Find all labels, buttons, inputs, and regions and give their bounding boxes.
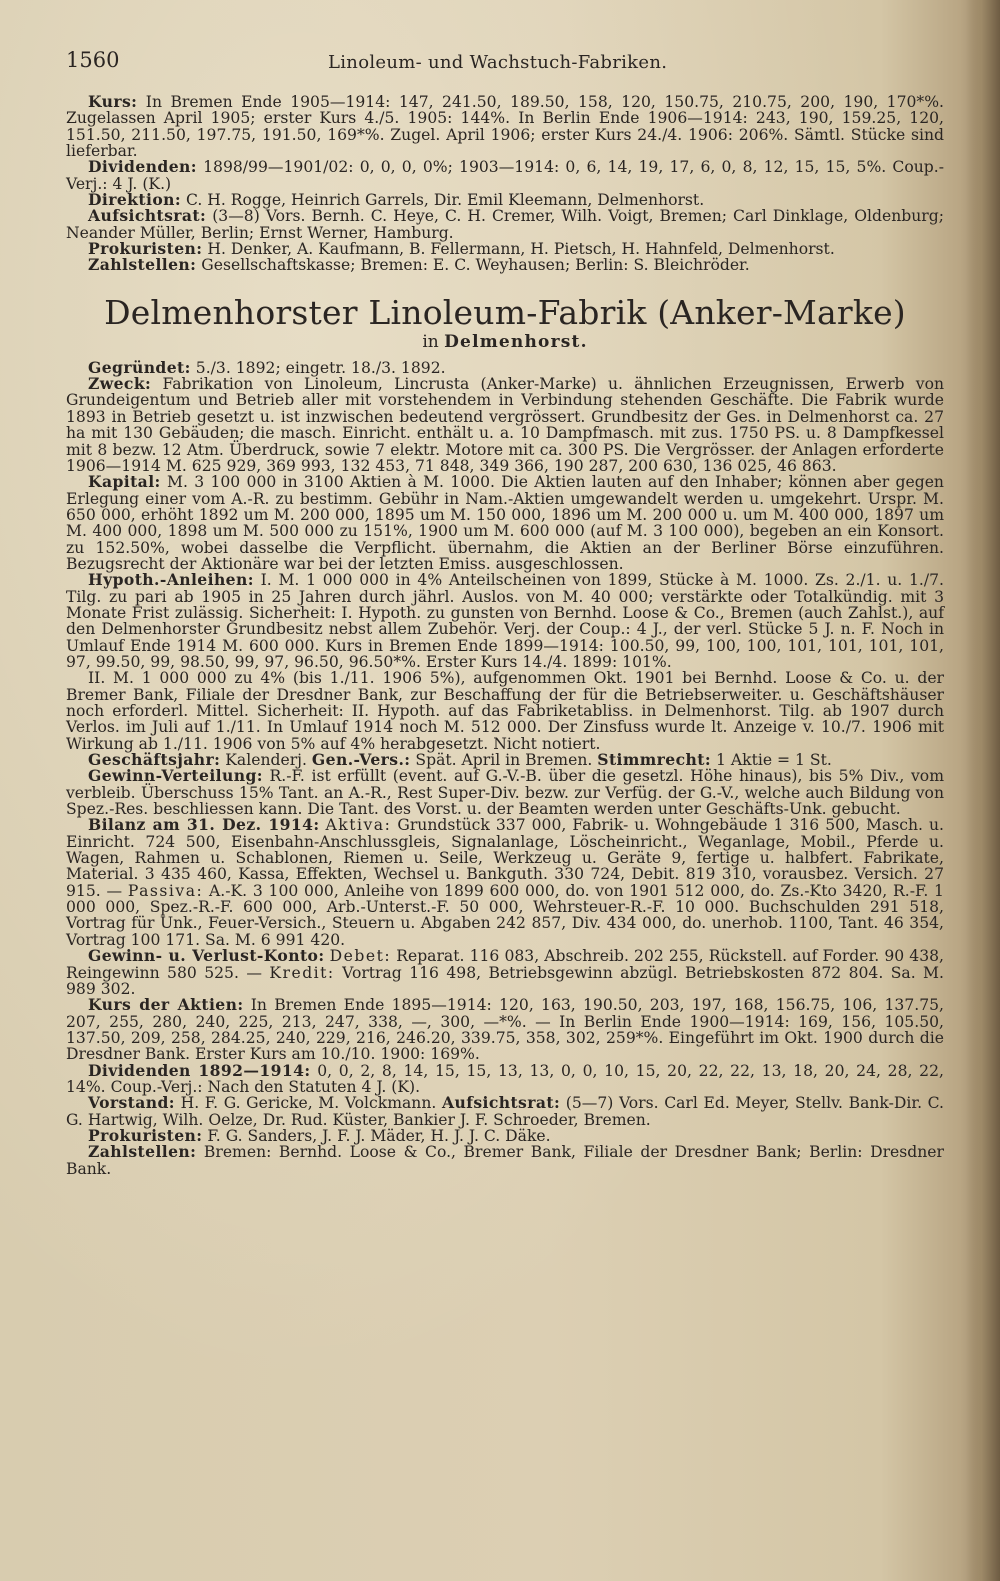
kapital xyxy=(66,474,944,572)
bilanz xyxy=(66,817,944,948)
gv-text: Spät. April in Bremen. xyxy=(415,751,593,770)
gewinn-verlust-konto xyxy=(66,948,944,997)
label-aktiva: Aktiva: xyxy=(325,816,392,835)
zweck xyxy=(66,376,944,474)
label-zahlstellen: Zahlstellen: xyxy=(88,255,197,275)
stimm-text: 1 Aktie = 1 St. xyxy=(715,751,832,770)
company-heading xyxy=(66,294,944,352)
prev-aufsichtsrat xyxy=(66,208,944,241)
prev-dividenden-text: 1898/99—1901/02: 0, 0, 0, 0%; 1903—1914: 0, 6, 14, 19, 17, 6, 0, 8, 12, 15, 15, 5%. Coup.-Verj.: 4 J. (K.) xyxy=(66,158,944,193)
hypoth-anleihe-2: II. M. 1 000 000 zu 4% (bis 1./11. 1906 5%), aufgenommen Okt. 1901 bei Bernhd. Loose & Co. u. der Bremer Bank, Filiale der Dresdner Bank, zur Beschaffung der für die Betriebserweiter. u. Geschäftshäuser noch erforderl. Mittel. Sicherheit: II. Hypoth. auf das Fabriketabliss. in Delmenhorst. Tilg. ab 1907 durch Verlos. im Juli auf 1./11. In Umlauf 1914 noch M. 512 000. Der Zinsfuss wurde lt. Anzeige v. 10./7. 1906 mit Wirkung ab 1./11. 1906 von 5% auf 4% herabgesetzt. Nicht notiert. xyxy=(66,669,944,753)
label-guv: Gewinn- u. Verlust-Konto: xyxy=(88,946,325,966)
label-direktion: Direktion: xyxy=(88,190,182,210)
debet-text: Reparat. 116 083, Abschreib. 202 255, Rückstell. auf Forder. 90 438, Reingewinn 580 525. — xyxy=(66,947,944,982)
company-name: Delmenhorster Linoleum-Fabrik (Anker-Marke) xyxy=(104,292,906,332)
label-zahl: Zahlstellen: xyxy=(88,1142,197,1162)
prev-kurs xyxy=(66,94,944,159)
kurs-aktien-text: In Bremen Ende 1895—1914: 120, 163, 190.50, 203, 197, 168, 156.75, 106, 137.75, 207, 255, 280, 240, 225, 213, 247, 338, —, 300, —*%. — In Berlin Ende 1900—1914: 169, 156, 105.50, 137.50, 209, 258, 284.25, 240, 229, 216, 246.20, 339.75, 358, 302, 259*%. Eingeführt im Okt. 1900 durch die Dresdner Bank. Erster Kurs am 10./10. 1900: 169%. xyxy=(66,996,944,1064)
label-div: Dividenden 1892—1914: xyxy=(88,1060,311,1080)
label-aufsichtsrat: Aufsichtsrat: xyxy=(88,206,207,226)
prev-zahlstellen xyxy=(66,257,944,273)
prev-prokuristen xyxy=(66,241,944,257)
prok-text: F. G. Sanders, J. F. J. Mäder, H. J. J. C. Däke. xyxy=(207,1126,551,1145)
prev-prokuristen-text: H. Denker, A. Kaufmann, B. Fellermann, H. Pietsch, H. Hahnfeld, Delmenhorst. xyxy=(207,240,835,259)
label-ar: Aufsichtsrat: xyxy=(441,1093,561,1113)
running-title: Linoleum- und Wachstuch-Fabriken. xyxy=(328,52,668,73)
label-stimmrecht: Stimmrecht: xyxy=(597,750,712,770)
label-vorstand: Vorstand: xyxy=(88,1093,175,1113)
label-kurs: Kurs: xyxy=(88,92,138,111)
label-hypoth: Hypoth.-Anleihen: xyxy=(88,570,254,590)
vorstand-text: H. F. G. Gericke, M. Volckmann. xyxy=(180,1094,437,1113)
label-gegruendet: Gegründet: xyxy=(88,357,191,377)
label-kapital: Kapital: xyxy=(88,472,161,492)
prev-kurs-text: In Bremen Ende 1905—1914: 147, 241.50, 189.50, 158, 120, 150.75, 210.75, 200, 190, 170*%. Zugelassen April 1905; erster Kurs 4./5. 1905: 144%. In Berlin Ende 1906—1914: 243, 190, 159.25, 120, 151.50, 211.50, 197.75, 191.50, 169*%. Zugel. April 1906; erster Kurs 24./4. 1906: 206%. Sämtl. Stücke sind lieferbar. xyxy=(66,93,944,161)
gegruendet-text: 5./3. 1892; eingetr. 18./3. 1892. xyxy=(195,358,446,377)
gewinn-verteilung xyxy=(66,768,944,817)
gj-text: Kalenderj. xyxy=(225,751,307,770)
hypoth-text: I. M. 1 000 000 in 4% Anteilscheinen von 1899, Stücke à M. 1000. Zs. 2./1. u. 1./7. Tilg. zu pari ab 1905 in 25 Jahren durch jährl. Auslos. von M. 40 000; verstärkte oder Totalkündig. mit 3 Monate Frist zulässig. Sicherheit: I. Hypoth. zu gunsten von Bernhd. Loose & Co., Bremen (auch Zahlst.), auf den Delmenhorster Grundbesitz nebst allem Zubehör. Verj. der Coup.: 4 J., der verl. Stücke 5 J. n. F. Noch in Umlauf Ende 1914 M. 600 000. Kurs in Bremen Ende 1899—1914: 100.50, 99, 100, 100, 101, 101, 101, 101, 97, 99.50, 99, 98.50, 99, 97, 96.50, 96.50*%. Erster Kurs 14./4. 1899: 101%. xyxy=(66,571,944,671)
hypoth-anleihen xyxy=(66,572,944,670)
prokuristen xyxy=(66,1125,944,1145)
company-location xyxy=(66,332,944,352)
gewinn-text: R.-F. ist erfüllt (event. auf G.-V.-B. über die gesetzl. Höhe hinaus), bis 5% Div., vom verbleib. Überschuss 15% Tant. an A.-R., Rest Super-Div. bezw. zur Verfüg. der G.-V., welche auch Bildung von Spez.-Res. beschliessen kann. Die Tant. des Vorst. u. der Beamten werden unter Geschäfts-Unk. gebucht. xyxy=(66,767,944,819)
kurs-der-aktien xyxy=(66,997,944,1062)
ar-text: (5—7) Vors. Carl Ed. Meyer, Stellv. Bank-Dir. C. G. Hartwig, Wilh. Oelze, Dr. Rud. Küster, Bankier J. F. Schroeder, Bremen. xyxy=(66,1094,944,1129)
passiva-text: A.-K. 3 100 000, Anleihe von 1899 600 000, do. von 1901 512 000, do. Zs.-Kto 3420, R.-F. 1 000 000, Spez.-R.-F. 600 000, Arb.-Unterst.-F. 50 000, Wehrsteuer-R.-F. 10 000. Buchschulden 291 518, Vortrag für Unk., Feuer-Versich., Steuern u. Abgaben 242 857, Div. 434 000, do. unerhob. 1100, Tant. 46 354, Vortrag 100 171. Sa. M. 6 991 420. xyxy=(66,881,944,949)
location-prefix: in xyxy=(422,331,439,352)
page-edge-shadow xyxy=(966,0,1000,1581)
label-bilanz: Bilanz am 31. Dez. 1914: xyxy=(88,815,320,835)
kredit-text: Vortrag 116 498, Betriebsgewinn abzügl. Betriebskosten 872 804. Sa. M. 989 302. xyxy=(66,963,944,998)
label-passiva: Passiva: xyxy=(127,881,204,900)
prev-direktion-text: C. H. Rogge, Heinrich Garrels, Dir. Emil Kleemann, Delmenhorst. xyxy=(185,191,705,210)
zahl-text: Bremen: Bernhd. Loose & Co., Bremer Bank, Filiale der Dresdner Bank; Berlin: Dresdner Bank. xyxy=(66,1143,944,1178)
prev-zahlstellen-text: Gesellschaftskasse; Bremen: E. C. Weyhausen; Berlin: S. Bleichröder. xyxy=(201,256,750,275)
location-name: Delmenhorst. xyxy=(444,331,588,352)
label-prokuristen: Prokuristen: xyxy=(88,239,203,259)
zweck-text: Fabrikation von Linoleum, Lincrusta (Anker-Marke) u. ähnlichen Erzeugnissen, Erwerb von Grundeigentum und Betrieb aller mit vorstehendem in Verbindung stehenden Geschäfte. Die Fabrik wurde 1893 in Betrieb gesetzt u. ist inzwischen bedeutend vergrössert. Grundbesitz der Ges. in Delmenhorst ca. 27 ha mit 130 Gebäuden; die masch. Einricht. enthält u. a. 10 Dampfmasch. mit zus. 1750 PS. u. 8 Dampfkessel mit 8 bezw. 12 Atm. Überdruck, sowie 7 elektr. Motore mit ca. 300 PS. Die Vergrösser. der Anlagen erforderte 1906—1914 M. 625 929, 369 993, 132 453, 71 848, 349 366, 190 287, 200 630, 136 025, 46 863. xyxy=(66,375,944,475)
div-text: 0, 0, 2, 8, 14, 15, 15, 13, 13, 0, 0, 10, 15, 20, 22, 22, 13, 18, 20, 24, 28, 22, 14%. Coup.-Verj.: Nach den Statuten 4 J. (K). xyxy=(66,1061,944,1096)
label-gewinn: Gewinn-Verteilung: xyxy=(88,766,263,786)
label-kredit: Kredit: xyxy=(269,963,335,982)
label-gj: Geschäftsjahr: xyxy=(88,750,221,770)
label-gv: Gen.-Vers.: xyxy=(311,750,411,770)
page-header xyxy=(66,48,936,76)
page-number: 1560 xyxy=(66,48,120,72)
gegruendet xyxy=(66,357,944,377)
vorstand-aufsichtsrat xyxy=(66,1095,944,1128)
page-body xyxy=(66,94,944,1177)
label-kurs-aktien: Kurs der Aktien: xyxy=(88,995,244,1015)
prev-aufsichtsrat-text: (3—8) Vors. Bernh. C. Heye, C. H. Cremer, Wilh. Voigt, Bremen; Carl Dinklage, Oldenburg; Neander Müller, Berlin; Ernst Werner, Hamburg. xyxy=(66,207,944,242)
aktiva-text: Grundstück 337 000, Fabrik- u. Wohngebäude 1 316 500, Masch. u. Einricht. 724 500, Eisenbahn-Anschlussgleis, Signalanlage, Löscheinricht., Weganlage, Mobil., Pferde u. Wagen, Rahmen u. Schablonen, Riemen u. Seile, Werkzeug u. Geräte 9, fertige u. halbfert. Fabrikate, Material. 3 435 460, Kassa, Effekten, Wechsel u. Bankguth. 330 724, Debit. 819 310, vorausbez. Versich. 27 915. — xyxy=(66,816,944,900)
kapital-text: M. 3 100 000 in 3100 Aktien à M. 1000. Die Aktien lauten auf den Inhaber; können aber gegen Erlegung einer vom A.-R. zu bestimm. Gebühr in Nam.-Aktien umgewandelt werden u. umgekehrt. Urspr. M. 650 000, erhöht 1892 um M. 200 000, 1895 um M. 150 000, 1896 um M. 200 000 u. um M. 400 000, 1897 um M. 400 000, 1898 um M. 500 000 zu 151%, 1900 um M. 600 000 (auf M. 3 100 000), begeben an ein Konsort. zu 152.50%, wobei dasselbe die Verpflicht. übernahm, die Aktien an der Berliner Börse einzuführen. Bezugsrecht der Aktionäre war bei der letzten Emiss. ausgeschlossen. xyxy=(66,473,944,573)
prev-dividenden xyxy=(66,159,944,192)
label-debet: Debet: xyxy=(329,947,392,966)
label-zweck: Zweck: xyxy=(88,374,152,394)
label-dividenden: Dividenden: xyxy=(88,157,197,177)
label-prok: Prokuristen: xyxy=(88,1125,203,1145)
zahlstellen xyxy=(66,1144,944,1177)
dividenden xyxy=(66,1060,944,1096)
